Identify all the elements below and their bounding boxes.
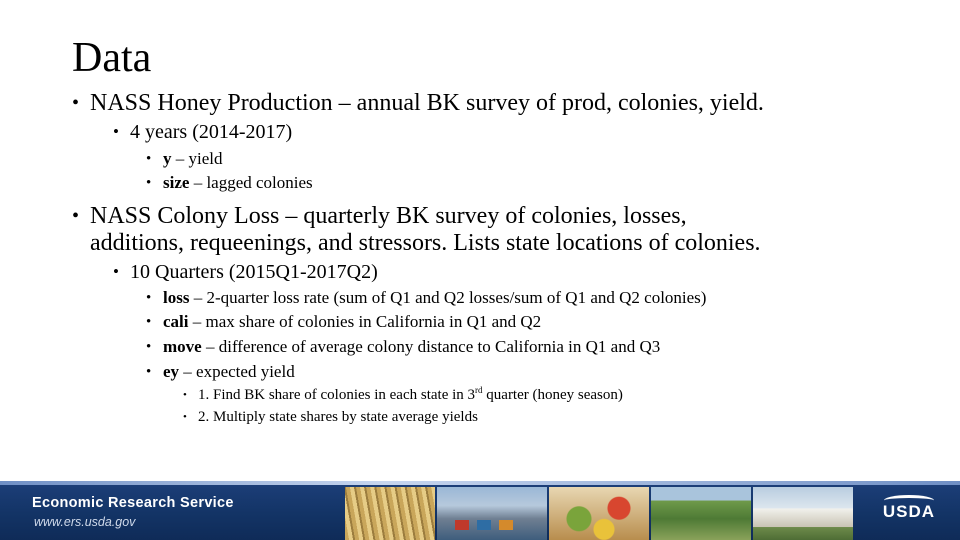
wheat-photo <box>345 487 435 540</box>
bullet-colony-loss-cont <box>90 229 761 257</box>
bullet-dot: • <box>72 92 80 114</box>
rural-house-photo <box>753 487 853 540</box>
bullet-dot: • <box>146 290 152 306</box>
var-term: size <box>163 173 190 192</box>
bullet-text-line1: NASS Colony Loss – quarterly BK survey of colonies, losses, <box>90 203 687 229</box>
bullet-text: NASS Honey Production – annual BK survey of prod, colonies, yield. <box>90 90 764 116</box>
ers-url: www.ers.usda.gov <box>34 515 136 529</box>
var-ey <box>146 361 295 383</box>
bullet-colony-loss <box>72 202 687 230</box>
bullet-dot: • <box>146 314 152 330</box>
ey-step-2 <box>183 407 478 427</box>
bullet-honey-years <box>113 120 293 144</box>
var-desc: – difference of average colony distance to California in Q1 and Q3 <box>201 337 661 356</box>
var-desc: – max share of colonies in California in Q1 and Q2 <box>188 312 542 331</box>
var-size <box>146 172 313 194</box>
var-term: loss <box>163 288 190 307</box>
usda-logo-text: USDA <box>882 502 936 521</box>
usda-logo <box>874 493 944 531</box>
bullet-text: 4 years (2014-2017) <box>130 121 293 143</box>
var-move <box>146 336 661 358</box>
bullet-dot: • <box>113 122 119 141</box>
bullet-dot: • <box>146 151 152 167</box>
bullet-text: 10 Quarters (2015Q1-2017Q2) <box>130 261 378 283</box>
bullet-honey-production <box>72 89 764 117</box>
bullet-dot: • <box>183 411 187 423</box>
bullet-loss-quarters <box>113 260 378 284</box>
footer-stripe <box>0 481 960 485</box>
bullet-text-line2: additions, requeenings, and stressors. Lists state locations of colonies. <box>90 230 761 256</box>
var-cali <box>146 311 542 333</box>
bullet-dot: • <box>113 262 119 281</box>
var-y <box>146 148 223 170</box>
landscape-photo <box>651 487 751 540</box>
bullet-dot: • <box>146 175 152 191</box>
var-desc: – expected yield <box>179 362 295 381</box>
var-desc: – yield <box>171 149 223 168</box>
step-text: 2. Multiply state shares by state average yields <box>198 409 478 425</box>
var-term: cali <box>163 312 189 331</box>
footer-banner <box>0 481 960 540</box>
var-term: ey <box>163 362 180 381</box>
step-superscript: rd <box>475 385 483 395</box>
var-desc: – lagged colonies <box>189 173 313 192</box>
var-term: move <box>163 337 202 356</box>
produce-photo <box>549 487 649 540</box>
bullet-dot: • <box>146 339 152 355</box>
usda-logo-mark-icon <box>874 493 944 503</box>
var-desc: – 2-quarter loss rate (sum of Q1 and Q2 losses/sum of Q1 and Q2 colonies) <box>189 288 707 307</box>
var-term: y <box>163 149 172 168</box>
bullet-dot: • <box>183 389 187 401</box>
slide-title: Data <box>72 35 152 81</box>
bullet-dot: • <box>72 205 80 227</box>
step-text-end: quarter (honey season) <box>482 387 623 403</box>
ers-org-name: Economic Research Service <box>32 495 234 511</box>
step-text: 1. Find BK share of colonies in each state in 3 <box>198 387 476 403</box>
var-loss <box>146 287 707 309</box>
ey-step-1 <box>183 385 623 405</box>
port-photo <box>437 487 547 540</box>
bullet-dot: • <box>146 364 152 380</box>
